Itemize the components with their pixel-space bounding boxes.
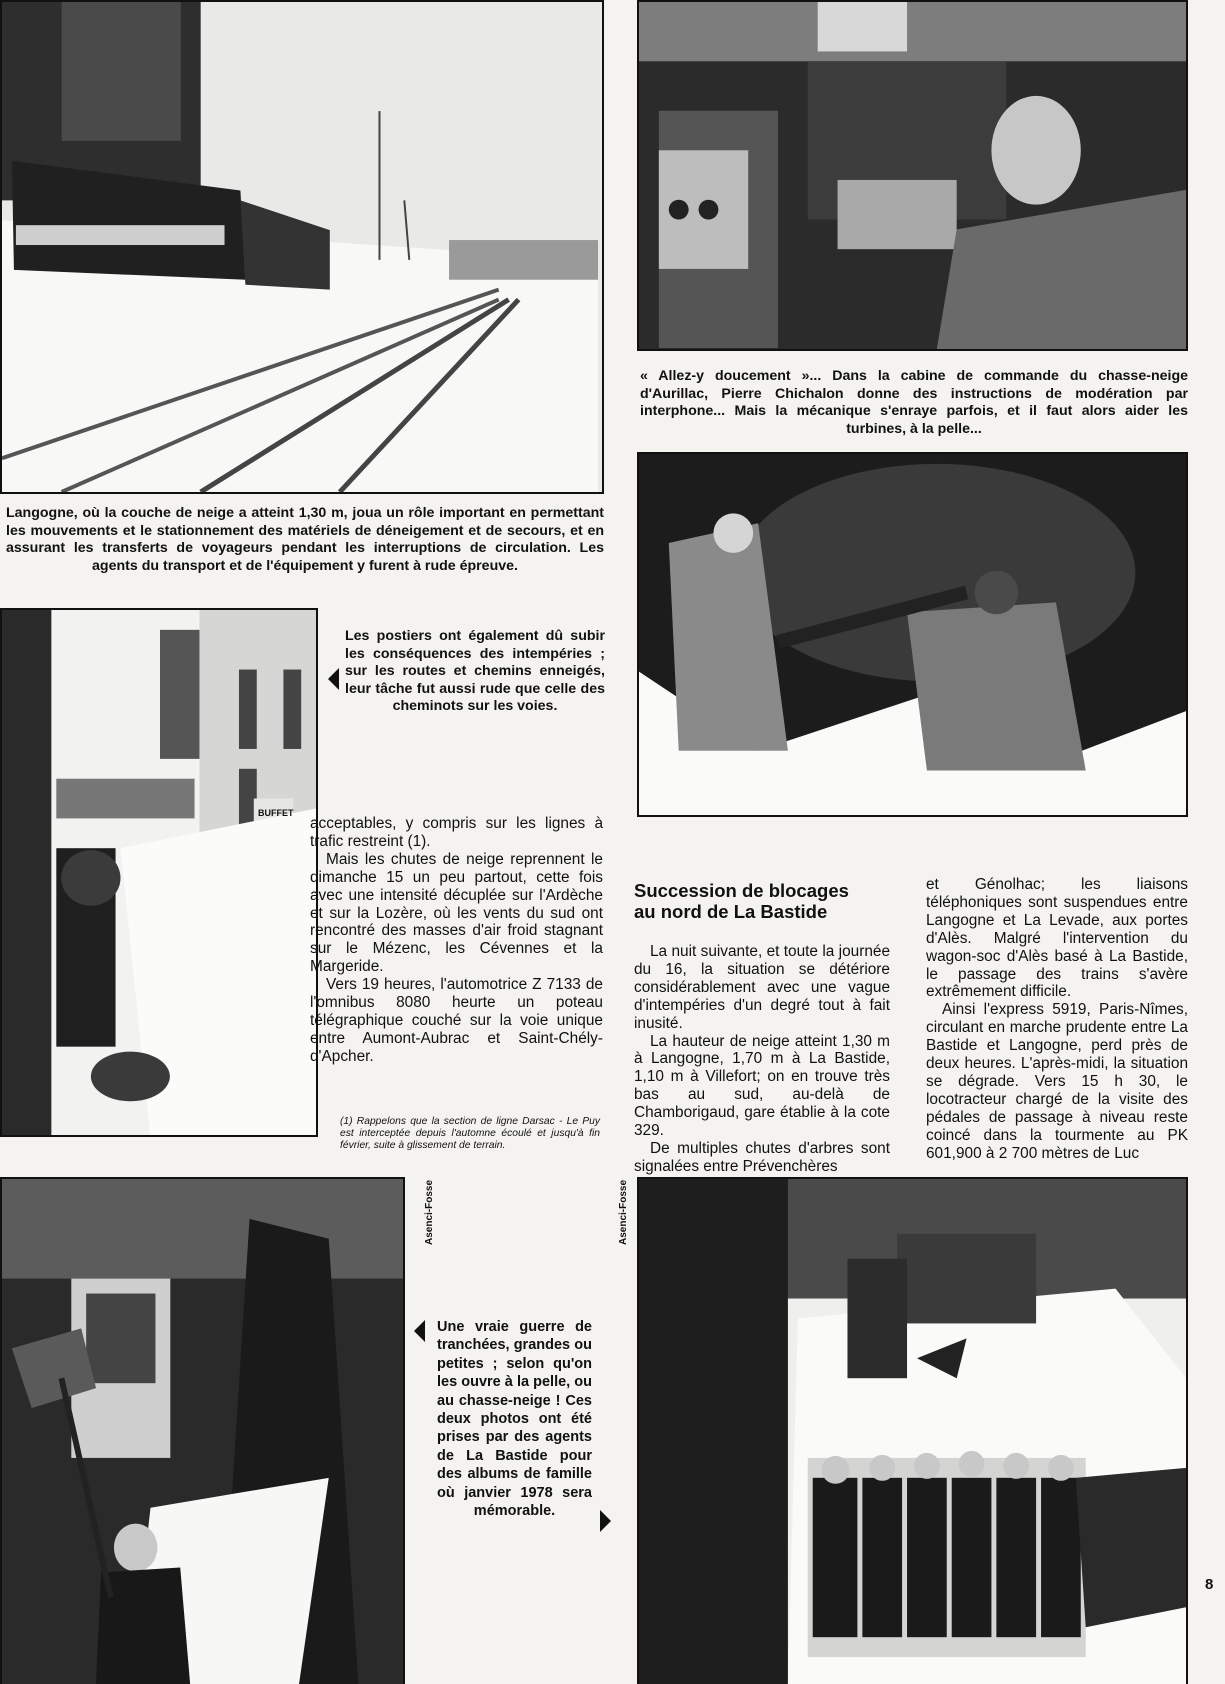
- photo-train-langogne: [0, 0, 604, 494]
- article-col1-p1: acceptables, y compris sur les lignes à trafic restreint (1).: [310, 815, 603, 850]
- footnote: (1) Rappelons que la section de ligne Darsac - Le Puy est interceptée depuis l'automne écoulé et jusqu'à fin février, suite à glissement de terrain.: [340, 1116, 600, 1151]
- photo-credit-left: Asenci-Fosse: [424, 1179, 435, 1245]
- cab-illustration: [639, 2, 1186, 349]
- shoveling-illustration: [2, 1179, 403, 1684]
- article-col2-p1: La nuit suivante, et toute la journée du 16, la situation se détériore considérablement avec une vague d'intempéries d'un degré tout à fait inusité.: [634, 943, 890, 1032]
- photo-man-shoveling: [0, 1177, 405, 1684]
- arrow-right-pointer: [600, 1510, 611, 1532]
- article-heading: Succession de blocages au nord de La Bastide: [634, 880, 849, 922]
- article-col2: [634, 943, 890, 1176]
- article-col1-p3: Vers 19 heures, l'automotrice Z 7133 de l'omnibus 8080 heurte un poteau télégraphique couché sur la voie unique entre Aumont-Aubrac et Saint-Chély-d'Apcher.: [310, 976, 603, 1065]
- article-col2-p2: La hauteur de neige atteint 1,30 m à Langogne, 1,70 m à La Bastide, 1,10 m à Villefort; on en trouve très bas au sud, au-delà de Chamborigaud, gare établie à la cote 329.: [634, 1032, 890, 1140]
- digging-illustration: [639, 454, 1186, 815]
- photo-station-postman: [0, 608, 318, 1137]
- station-illustration: [2, 610, 316, 1135]
- group-illustration: [639, 1179, 1186, 1684]
- caption-snowplow-cab: « Allez-y doucement »... Dans la cabine de commande du chasse-neige d'Aurillac, Pierre Chichalon donne des instructions de modération par interphone... Mais la mécanique s'enraye parfois, et il faut alors aider les turbines, à la pelle...: [640, 368, 1188, 437]
- arrow-left-pointer: [328, 668, 339, 690]
- caption-postiers: Les postiers ont également dû subir les conséquences des intempéries ; sur les routes et chemins enneigés, leur tâche fut aussi rude que celle des cheminots sur les voies.: [345, 628, 605, 715]
- article-col3: [926, 876, 1188, 1163]
- arrow-left-pointer-2: [414, 1320, 425, 1342]
- photo-credit-right: Asenci-Fosse: [618, 1179, 629, 1245]
- article-col1: [310, 815, 603, 1066]
- article-col3-p1: et Génolhac; les liaisons téléphoniques sont suspendues entre Langogne et La Levade, aux portes d'Alès. Malgré l'intervention du wagon-soc d'Alès basé à La Bastide, le passage des trains s'avère extrêmement difficile.: [926, 876, 1188, 1001]
- photo-group-snowplow: [637, 1177, 1188, 1684]
- caption-langogne: Langogne, où la couche de neige a atteint 1,30 m, joua un rôle important en permettant les mouvements et le stationnement des matériels de déneigement et de secours, et en assurant les transferts de voyageurs pendant les interruptions de circulation. Les agents du transport et de l'équipement y furent à rude épreuve.: [6, 505, 604, 574]
- photo-digging-turbines: [637, 452, 1188, 817]
- article-col1-p2: Mais les chutes de neige reprennent le dimanche 15 un peu partout, cette fois avec une intensité décuplée sur l'Ardèche et sur la Lozère, où les vents du sud ont rencontré des masses d'air froid stagnant sur le Mézenc, les Cévennes et la Margeride.: [310, 850, 603, 976]
- page-number: 8: [1205, 1576, 1214, 1593]
- buffet-sign: BUFFET: [258, 808, 294, 818]
- article-col3-p2: Ainsi l'express 5919, Paris-Nîmes, circulant en marche prudente entre La Bastide et Langogne, perd près de deux heures. L'après-midi, la situation se dégrade. Vers 15 h 30, le locotracteur chargé de la visite des pédales de passage à niveau reste coincé dans la tourmente au PK 601,900 à 2 700 mètres de Luc: [926, 1001, 1188, 1162]
- article-col2-p3: De multiples chutes d'arbres sont signalées entre Prévenchères: [634, 1139, 890, 1175]
- train-illustration: [2, 2, 602, 492]
- photo-snowplow-cab: [637, 0, 1188, 351]
- caption-tranchees: Une vraie guerre de tranchées, grandes ou petites ; selon qu'on les ouvre à la pelle, ou au chasse-neige ! Ces deux photos ont été prises par des agents de La Bastide pour des albums de famille où janvier 1978 sera mémorable.: [437, 1319, 592, 1520]
